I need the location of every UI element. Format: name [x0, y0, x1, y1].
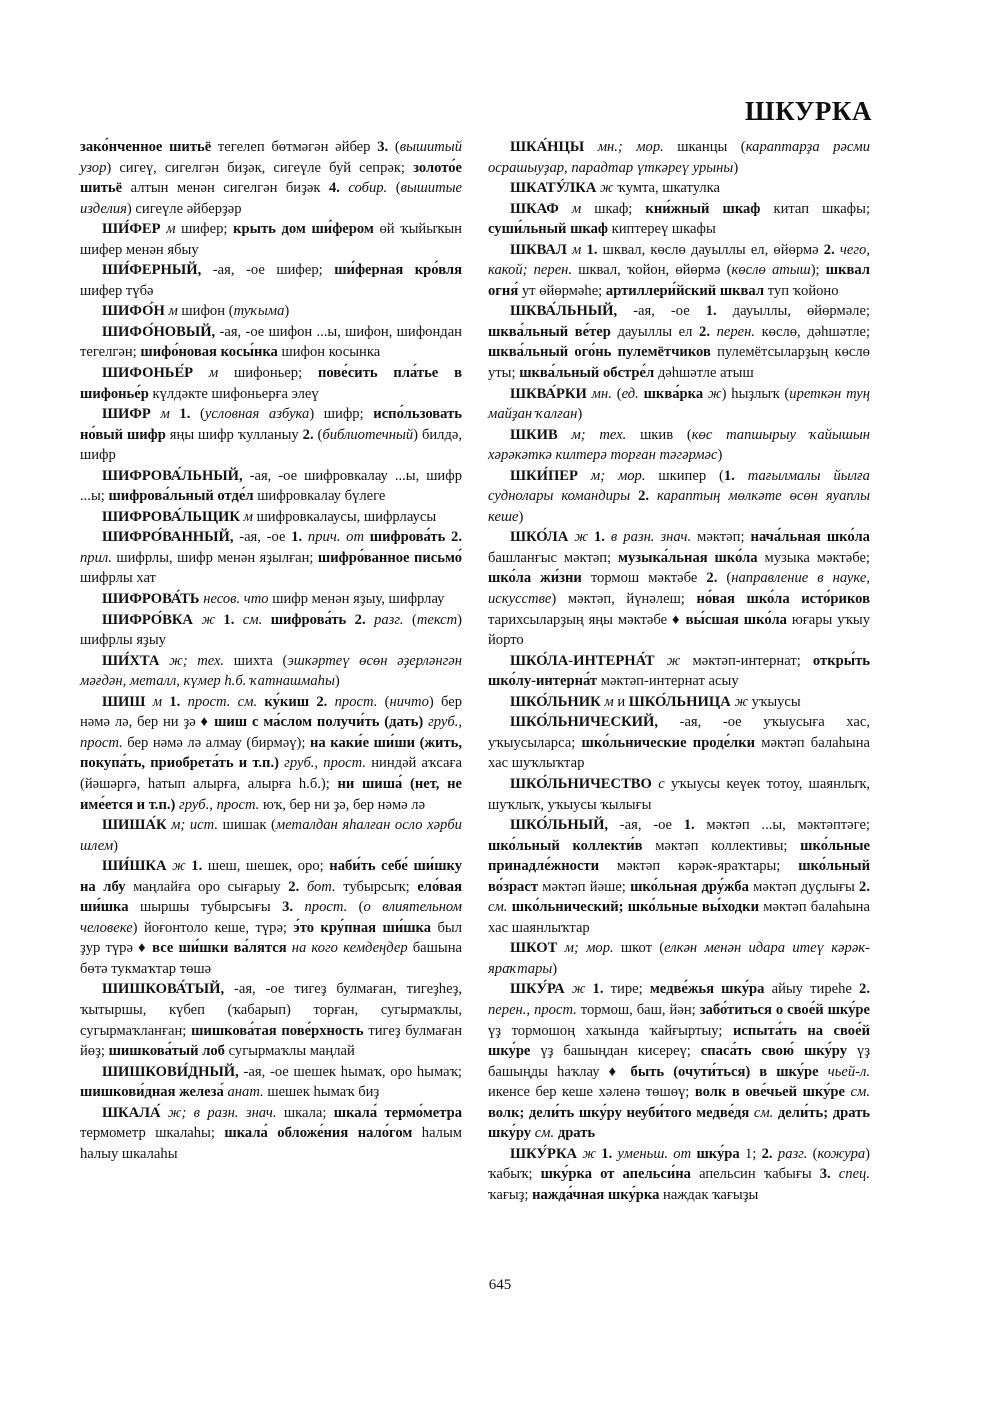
dictionary-entry: ШКО́ЛЬНИЧЕСКИЙ, -ая, -ое уҡыусыға хас, уҡыусыларса; шко́льнические проде́лки мәктәп балаһына хас шуҡлыҡтар [488, 714, 870, 772]
page-number: 645 [488, 1277, 512, 1293]
dictionary-entry: ШКАЛА́ ж; в разн. знач. шкала; шкала́ термо́метра термометр шкалаһы; шкала́ обложе́ния нало́гом һалым һалыу шкалаһы [80, 1104, 463, 1162]
dictionary-entry: ШКО́ЛЬНЫЙ, -ая, -ое 1. мәктәп ...ы, мәктәптәге; шко́льный коллекти́в мәктәп коллективы; шко́льные принадле́жности мәктәп кәрәк-яраҡтары; шко́льный во́зраст мәктәп йәше; шко́льная дру́жба мәктәп дуҫлығы 2. см. шко́льнический; шко́льные вы́ходки мәктәп балаһына хас шаянлыҡтар [488, 817, 870, 936]
dictionary-entry: ШИФРО́ВКА ж 1. см. шифрова́ть 2. разг. (текст) шифрлы яҙыу [80, 611, 462, 649]
dictionary-entry: ШКО́ЛЬНИЧЕСТВО с уҡыусы кеүек тотоу, шаянлыҡ, шуҡлыҡ, уҡыусы ҡылығы [488, 775, 870, 813]
dictionary-entry: ШИФР м 1. (условная азбука) шифр; испо́льзовать но́вый шифр яңы шифр ҡулланыу 2. (библиотечный) билдә, шифр [80, 406, 463, 464]
dictionary-entry: ШИФО́НОВЫЙ, -ая, -ое шифон ...ы, шифон, шифондан тегелгән; шифо́новая косы́нка шифон косынка [80, 323, 462, 361]
dictionary-entry: ШИ́ШКА ж 1. шеш, шешек, оро; наби́ть себе́ ши́шку на лбу маңлайға оро сығарыу 2. бот. тубырсыҡ; ело́вая ши́шка шыршы тубырсығы 3. прост. (о влиятельном человеке) йоғонтоло кеше, түрә; э́то кру́пная ши́шка был ҙур түрә ♦ все ши́шки ва́лятся на кого кемдеңдер башына бөтә тукмаҡтар төшә [80, 858, 463, 977]
dictionary-entry: ШИФО́Н м шифон (туҡыма) [102, 303, 290, 320]
left-column [80, 137, 462, 1164]
dictionary-entry: ШИФОНЬЕ́Р м шифоньер; пове́сить пла́тье в шифонье́р күлдәкте шифоньерға элеү [80, 365, 462, 402]
dictionary-entry: ШКВАЛ м 1. шквал, көслө дауыллы ел, өйөрмә 2. чего, какой; перен. шквал, ҡойон, өйөрмә (көслө атыш); шквал огня́ ут өйөрмәһе; артиллери́йский шквал туп ҡойоно [488, 241, 871, 299]
dictionary-entry: ШИФРОВА́ТЬ несов. что шифр менән яҙыу, шифрлау [102, 591, 445, 608]
dictionary-entry: ШКВА́РКИ мн. (ед. шква́рка ж) һыҙлыҡ (иреткән туң майҙан ҡалған) [488, 385, 870, 423]
dictionary-entry: ШИФРОВА́ЛЬНЫЙ, -ая, -ое шифровкалау ...ы, шифр ...ы; шифрова́льный отде́л шифровкалау бүлеге [80, 467, 462, 505]
dictionary-entry: ШИФРО́ВАННЫЙ, -ая, -ое 1. прич. от шифрова́ть 2. прил. шифрлы, шифр менән яҙылған; шифро́ванное письмо́ шифрлы хат [80, 529, 462, 587]
dictionary-entry: ШКИ́ПЕР м; мор. шкипер (1. тағылмалы йылға суднолары командиры 2. караптың мөлкәте өсөн яуаплы кеше) [488, 467, 870, 525]
dictionary-entry: ШКО́ЛА ж 1. в разн. знач. мәктәп; нача́льная шко́ла башланғыс мәктәп; музыка́льная шко́ла музыка мәктәбе; шко́ла жи́зни тормош мәктәбе 2. (направление в науке, искусстве) мәктәп, йүнәлеш; но́вая шко́ла исто́риков тарихсыларҙың яңы мәктәбе ♦ вы́сшая шко́ла юғары уҡыу йорто [488, 529, 871, 649]
dictionary-entry: ШКАТУ́ЛКА ж ҡумта, шкатулка [510, 180, 720, 197]
dictionary-entry: ШКА́НЦЫ мн.; мор. шканцы (караптарҙа рәсми осрашыуҙар, парадтар үткәреү урыны) [488, 139, 870, 176]
dictionary-entry: ШКО́ЛА-ИНТЕРНА́Т ж мәктәп-интернат; откры́ть шко́лу-интерна́т мәктәп-интернат асыу [488, 652, 870, 690]
dictionary-entry: ШКИВ м; тех. шкив (көс тапшырыу ҡайышын хәрәкәткә килтерә торған тәгәрмәс) [488, 426, 870, 464]
dictionary-entry: ШИ́ФЕРНЫЙ, -ая, -ое шифер; ши́ферная кро́вля шифер түбә [80, 262, 462, 299]
dictionary-entry: ШКОТ м; мор. шкот (елкән менән идара итеү кәрәк-яраҡтары) [488, 940, 870, 977]
dictionary-entry: ШИША́К м; ист. шишак (металдан яһалған осло хәрби шлем) [80, 817, 462, 854]
dictionary-entry: ШИФРОВА́ЛЬЩИК м шифровкалаусы, шифрлаусы [102, 508, 437, 525]
dictionary-entry: зако́нченное шитьё тегелеп бөтмәгән әйбер 3. (вышитый узор) сигеү, сигелгән биҙәк, сигеүле буй сепрәк; золото́е шитьё алтын менән сигелгән биҙәк 4. собир. (вышитые изделия) сигеүле әйберҙәр [80, 139, 462, 217]
dictionary-entry: ШИШКОВА́ТЫЙ, -ая, -ое тигеҙ булмаған, тигеҙһеҙ, ҡытыршы, күбеп (ҡабарып) торған, сугырмаҡлы, сугырмаҡланған; шишкова́тая пове́рхность тигеҙ булмаған йөҙ; шишкова́тый лоб сугырмаҡлы маңлай [80, 981, 463, 1060]
dictionary-entry: ШИ́ХТА ж; тех. шихта (эшкәртеү өсөн әҙерләнгән мәғдән, металл, күмер һ.б. ҡатнашмаһы) [80, 652, 462, 690]
dictionary-entry: ШКАФ м шкаф; кни́жный шкаф китап шкафы; суши́льный шкаф киптереү шкафы [488, 200, 870, 238]
right-column [488, 137, 870, 1205]
dictionary-entry: ШКВА́ЛЬНЫЙ, -ая, -ое 1. дауыллы, өйөрмәле; шква́льный ве́тер дауыллы ел 2. перен. көслө, дәһшәтле; шква́льный ого́нь пулемётчиков пулемётсыларҙың көслө уты; шква́льный обстре́л дәһшәтле атыш [488, 303, 871, 382]
running-head: ШКУРКА [744, 96, 872, 126]
dictionary-entry: ШКО́ЛЬНИК м и ШКО́ЛЬНИЦА ж уҡыусы [510, 693, 801, 710]
dictionary-entry: ШИШ м 1. прост. см. ку́киш 2. прост. (ничто) бер нәмә лә, бер ни ҙә ♦ шиш с ма́слом получи́ть (дать) груб., прост. бер нәмә лә алмау (бирмәү); на каки́е ши́ши (жить, покупа́ть, приобрета́ть и т.п.) груб., прост. ниндәй аҡсаға (йәшәргә, һатып алырға, алырға һ.б.); ни шиша́ (нет, не име́ется и т.п.) груб., прост. юҡ, бер ни ҙә, бер нәмә лә [80, 693, 463, 813]
dictionary-entry: ШКУ́РА ж 1. тире; медве́жья шку́ра айыу тиреһе 2. перен., прост. тормош, баш, йән; забо́титься о свое́й шку́ре үҙ тормошоң хаҡында ҡайғыртыу; испыта́ть на свое́й шку́ре үҙ башыңдан кисереү; спаса́ть свою́ шку́ру үҙ башыңды һаҡлау ♦ быть (очути́ться) в шку́ре чьей-л. икенсе бер кеше хәленә төшөү; волк в ове́чьей шку́ре см. волк; дели́ть шку́ру неуби́того медве́дя см. дели́ть; драть шку́ру см. драть [488, 981, 871, 1142]
dictionary-entry: ШКУ́РКА ж 1. уменьш. от шку́ра 1; 2. разг. (кожура) ҡабыҡ; шку́рка от апельси́на апельсин ҡабығы 3. спец. ҡағыҙ; нажда́чная шку́рка наждак ҡағыҙы [488, 1145, 871, 1203]
dictionary-entry: ШИ́ФЕР м шифер; крыть дом ши́фером өй ҡыйыҡын шифер менән ябыу [80, 221, 462, 258]
dictionary-entry: ШИШКОВИ́ДНЫЙ, -ая, -ое шешек һымаҡ, оро һымаҡ; шишкови́дная железа́ анат. шешек һымаҡ биҙ [80, 1063, 462, 1101]
